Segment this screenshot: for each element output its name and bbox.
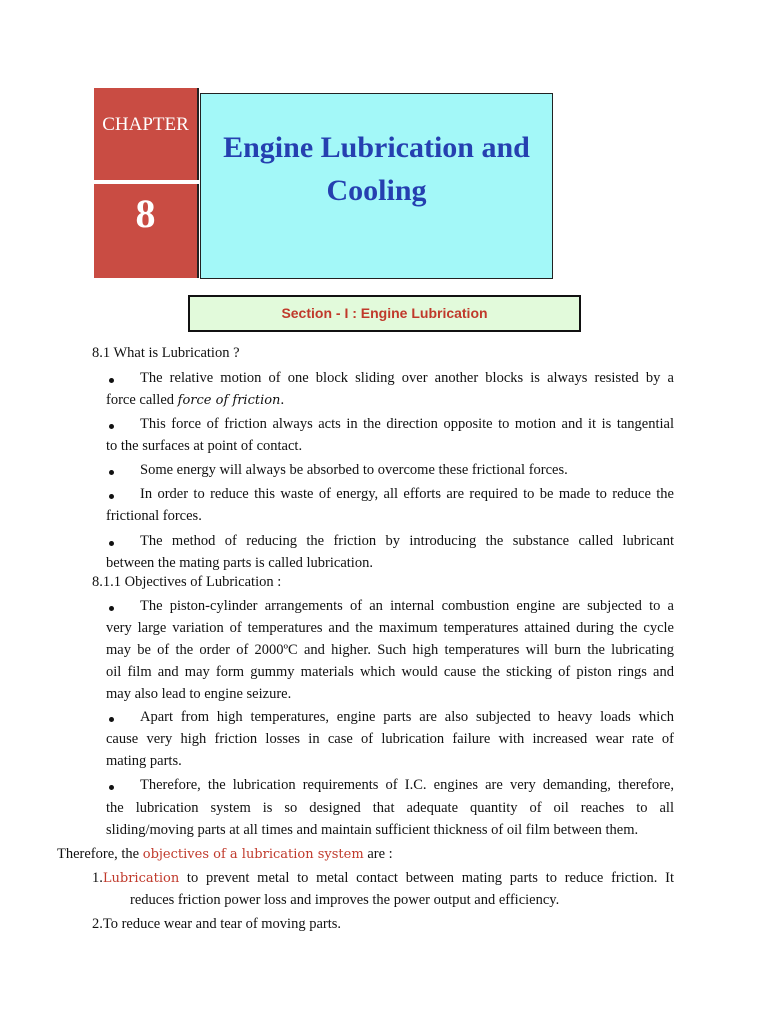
bullet-text: mating parts.: [106, 753, 182, 769]
bullet-text: the lubrication system is so designed that adequate quantity of oil reaches to all: [106, 800, 674, 816]
bullet-text: very large variation of temperatures and the maximum temperatures attained during the cycle: [106, 620, 674, 636]
section-8-1-1-heading: 8.1.1 Objectives of Lubrication :: [92, 574, 282, 590]
bullet-icon: [109, 606, 114, 611]
bullet-text: oil film and may form gummy materials which would cause the sticking of piston rings and: [106, 664, 674, 680]
chapter-block: [94, 88, 199, 278]
bullet-text: force called force of friction.: [106, 392, 285, 408]
bullet-text: In order to reduce this waste of energy, all efforts are required to be made to reduce the: [140, 486, 674, 502]
bullet-text: sliding/moving parts at all times and maintain sufficient thickness of oil film between them.: [106, 822, 639, 838]
objectives-highlight: objectives of a lubrication system: [142, 847, 364, 862]
chapter-title-box: [200, 93, 553, 279]
bullet-text: frictional forces.: [106, 508, 202, 524]
objective-1-continued: reduces friction power loss and improves the power output and efficiency.: [130, 892, 560, 908]
bullet-text: The piston-cylinder arrangements of an internal combustion engine are subjected to a: [140, 598, 674, 614]
bullet-icon: [109, 424, 114, 429]
bullet-icon: [109, 378, 114, 383]
chapter-number-panel: [94, 184, 199, 278]
bullet-text: This force of friction always acts in the direction opposite to motion and it is tangential: [140, 416, 674, 432]
chapter-label: CHAPTER: [102, 114, 189, 135]
section-8-1-heading: 8.1 What is Lubrication ?: [92, 345, 240, 361]
bullet-icon: [109, 494, 114, 499]
bullet-text: The method of reducing the friction by introducing the substance called lubricant: [140, 533, 674, 549]
term-force-of-friction: force of friction: [177, 393, 281, 408]
bullet-text: Therefore, the lubrication requirements of I.C. engines are very demanding, therefore,: [140, 777, 674, 793]
bullet-icon: [109, 541, 114, 546]
chapter-label-panel: [94, 88, 199, 180]
bullet-text: may also lead to engine seizure.: [106, 686, 292, 702]
objective-1-term: Lubrication: [102, 871, 180, 886]
bullet-icon: [109, 717, 114, 722]
bullet-text: Some energy will always be absorbed to overcome these frictional forces.: [140, 462, 568, 478]
bullet-text: to the surfaces at point of contact.: [106, 438, 303, 454]
bullet-text: The relative motion of one block sliding over another blocks is always resisted by a: [140, 370, 674, 386]
section-header: Section - I : Engine Lubrication: [281, 305, 488, 321]
chapter-title: [201, 126, 552, 212]
chapter-number: 8: [135, 191, 156, 236]
bullet-text: may be of the order of 2000ºC and higher. Such high temperatures will burn the lubricating: [106, 642, 674, 658]
bullet-text: cause very high friction losses in case of lubrication failure with increased wear rate of: [106, 731, 674, 747]
chapter-title-line-1: Engine Lubrication and: [223, 131, 530, 164]
section-header-box: [188, 295, 581, 332]
chapter-title-line-2: Cooling: [326, 174, 427, 207]
objective-2: 2.To reduce wear and tear of moving parts.: [92, 916, 342, 932]
bullet-text: between the mating parts is called lubrication.: [106, 555, 373, 571]
objectives-intro: Therefore, the objectives of a lubrication system are :: [57, 846, 393, 862]
objective-1: 1.Lubrication to prevent metal to metal contact between mating parts to reduce friction. It: [92, 870, 674, 886]
bullet-icon: [109, 470, 114, 475]
bullet-text: Apart from high temperatures, engine parts are also subjected to heavy loads which: [140, 709, 674, 725]
bullet-icon: [109, 785, 114, 790]
